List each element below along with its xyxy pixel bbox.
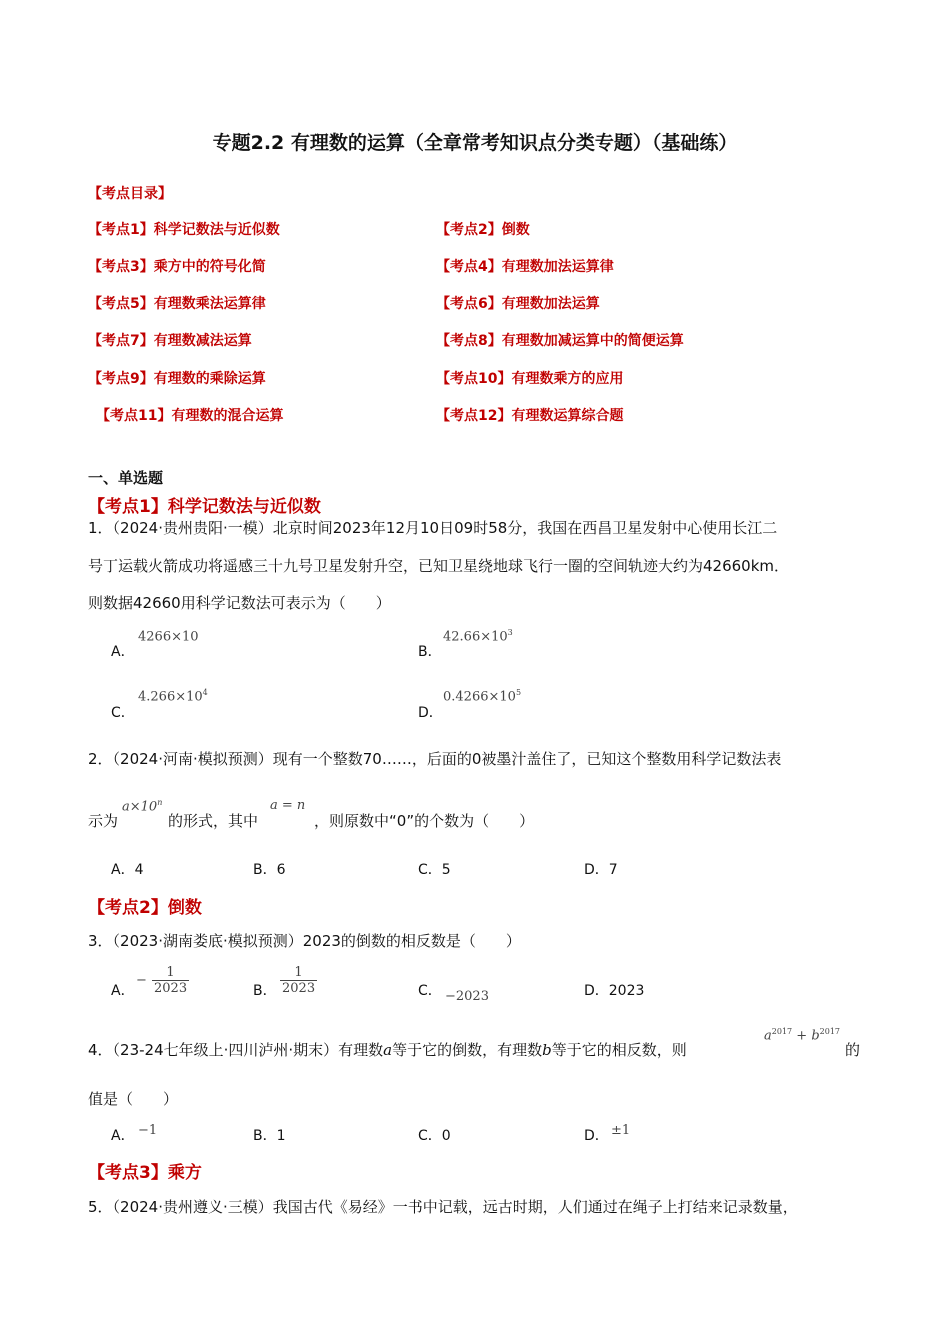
option-a-formula: −1 [138,1123,158,1138]
question-2-line-1: 2．（2024·河南·模拟预测）现有一个整数70……，后面的0被墨汁盖住了，已知这个整数用科学记数法表 [88,750,782,768]
question-1-line-2: 号丁运载火箭成功将遥感三十九号卫星发射升空，已知卫星绕地球飞行一圈的空间轨迹大约为42660km． [88,557,790,575]
toc-item[interactable]: 【考点2】倒数 [436,222,530,238]
question-2-text-mid: 的形式，其中 [168,812,259,830]
toc-item[interactable]: 【考点7】有理数减法运算 [88,333,252,349]
topic-heading-1: 【考点1】科学记数法与近似数 [88,497,321,517]
option-label: A． [111,644,135,660]
question-3-line-1: 3．（2023·湖南娄底·模拟预测）2023的倒数的相反数是（ ） [88,932,521,950]
toc-item[interactable]: 【考点10】有理数乘方的应用 [436,371,624,387]
question-1-line-3: 则数据42660用科学记数法可表示为（ ） [88,594,391,612]
section-heading: 一、单选题 [88,469,164,487]
topic-heading-2: 【考点2】倒数 [88,898,202,918]
question-4-text-post: 的 [845,1041,861,1059]
question-4-line-1: 4．（23-24七年级上·四川泸州·期末）有理数a等于它的倒数，有理数b等于它的相反数，则 [88,1041,687,1059]
option-c-formula: $4.266\times 10^4$ [138,688,208,705]
toc-item[interactable]: 【考点6】有理数加法运算 [436,296,600,312]
option-d: D．2023 [584,983,645,999]
option-d-formula: $0.4266\times 10^5$ [443,688,522,705]
option-a: A．4 [111,862,144,878]
toc-item[interactable]: 【考点1】科学记数法与近似数 [88,222,280,238]
question-4-line-2: 值是（ ） [88,1090,179,1108]
toc-item[interactable]: 【考点8】有理数加减运算中的简便运算 [436,333,684,349]
option-label: D． [418,705,443,721]
formula-a-eq-n: a = n [270,798,306,813]
option-b: B．6 [253,862,286,878]
option-label: B． [253,983,277,999]
toc-item[interactable]: 【考点3】乘方中的符号化简 [88,259,266,275]
option-d-formula: ±1 [611,1123,631,1138]
question-5-line-1: 5．（2024·贵州遵义·三模）我国古代《易经》一书中记载，远古时期，人们通过在绳子上打结来记录数量， [88,1198,798,1216]
option-label: A． [111,1128,135,1144]
option-b-formula: $\frac{1}{2023}$ [282,965,316,996]
option-label: B． [418,644,442,660]
option-label: C． [111,705,135,721]
option-b-formula: $42.66\times 10^3$ [443,628,513,645]
toc-item[interactable]: 【考点9】有理数的乘除运算 [88,371,266,387]
option-label: D． [584,1128,609,1144]
option-c-formula: −2023 [445,989,489,1004]
page-title: 专题2.2 有理数的运算（全章常考知识点分类专题）（基础练） [212,132,738,154]
option-a-formula: 4266×10 [138,629,199,645]
option-label: A． [111,983,135,999]
toc-item[interactable]: 【考点4】有理数加法运算律 [436,259,614,275]
question-1-line-1: 1．（2024·贵州贵阳·一模）北京时间2023年12月10日09时58分，我国在西昌卫星发射中心使用长江二 [88,519,778,537]
toc-item[interactable]: 【考点12】有理数运算综合题 [436,408,624,424]
toc-item[interactable]: 【考点11】有理数的混合运算 [96,408,284,424]
topic-heading-3: 【考点3】乘方 [88,1163,202,1183]
formula-a-times-10n: $a\times 10^n$ [122,798,163,815]
question-2-text-post: ，则原数中“0”的个数为（ ） [314,812,535,830]
option-c: C．5 [418,862,451,878]
option-c: C．0 [418,1128,451,1144]
question-2-text-pre: 示为 [88,812,119,830]
option-label: C． [418,983,442,999]
toc-heading: 【考点目录】 [88,186,172,202]
option-b: B．1 [253,1128,286,1144]
option-a-formula: − $\frac{1}{2023}$ [136,965,188,996]
formula-a2017-plus-b2017: $a^{2017} + b^{2017}$ [764,1027,840,1044]
toc-item[interactable]: 【考点5】有理数乘法运算律 [88,296,266,312]
option-d: D．7 [584,862,618,878]
